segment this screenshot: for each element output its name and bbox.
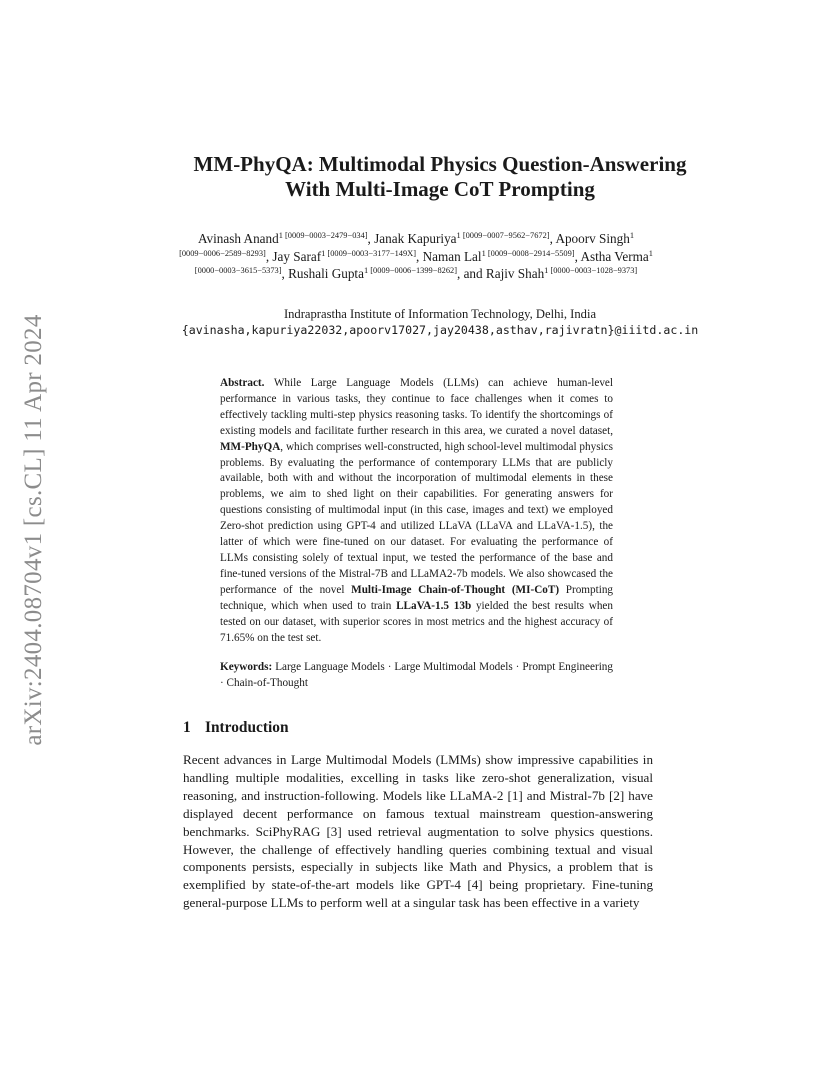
author-orcid: 1 [0009−0008−2914−5509] — [481, 248, 575, 258]
abstract-text: Prompting technique, which when used to train — [220, 583, 614, 612]
keywords-paragraph — [220, 660, 613, 692]
author-name: Astha Verma — [580, 248, 649, 264]
author-orcid: 1 [0000−0003−3615−5373] — [194, 248, 653, 275]
title-line-2: With Multi-Image CoT Prompting — [285, 177, 595, 201]
arxiv-sidebar-stamp — [22, 290, 46, 770]
author-orcid: 1 [0009−0006−1399−8262] — [363, 266, 457, 275]
abstract-block — [220, 376, 613, 692]
affiliation-block — [150, 306, 730, 338]
author-list: Avinash Anand$^{1 [0009-0003-2479-034]}$, Janak Kapuriya$^{1 [0009-0007-9562-7672]}$, Apoorv Singh$^{1 [0009-0006-2589-8293]}$, Jay Saraf$^{1 [0009-0003-3177-149X]}$, Naman Lal$^{1 [0009-0008-2914-5509]}$, Astha Verma$^{1 [0000-0003-3615-5373]}$, Rushali Gupta$^{1 [0009-0006-1399-8262]}$, and Rajiv Shah$^{1 [0000-0003-1028-9373]}$ — [179, 231, 653, 281]
keywords-text: Large Language Models · Large Multimodal Models · Prompt Engineering · Chain-of-Thought — [220, 661, 613, 690]
author-name: Naman Lal — [422, 248, 482, 264]
abstract-bold-term: Multi-Image Chain-of-Thought (MI-CoT) — [351, 583, 560, 596]
abstract-text: , which comprises well-constructed, high school-level multimodal physics problems. By evaluating the performance of contemporary LLMs that are publicly available, both with and without the incorporation of multimodal elements in these problems, we aim to shed light on their capabilities. For generating answers for questions consisting of multimodal input (in this case, images and text) we employed Zero-shot prediction using GPT-4 and utilized LLaVA (LLaVA and LLaVA-1.5), the latter of which were fine-tuned on our dataset. For evaluating the performance of LLMs consisting solely of textual input, we tested the performance of the base and fine-tuned versions of the Mistral-7B and LLaMA2-7b models. We also showcased the performance of the novel — [220, 440, 613, 596]
author-name: Apoorv Singh — [555, 231, 630, 246]
abstract-bold-term: LLaVA-1.5 13b — [396, 599, 472, 612]
arxiv-id-text: arXiv:2404.08704v1 [cs.CL] 11 Apr 2024 — [20, 314, 47, 746]
email-list: {avinasha,kapuriya22032,apoorv17027,jay20438,asthav,rajivratn}@iiitd.ac.in — [181, 323, 699, 337]
title-line-1: MM-PhyQA: Multimodal Physics Question-Answering — [193, 152, 687, 176]
abstract-label: Abstract. — [220, 377, 265, 389]
institute-name: Indraprastha Institute of Information Technology, Delhi, India — [283, 307, 597, 321]
author-name: Rushali Gupta — [288, 266, 364, 281]
section-number: 1 — [183, 719, 191, 736]
author-orcid: 1 [0009−0007−9562−7672] — [456, 231, 550, 240]
author-name: Rajiv Shah — [485, 266, 545, 281]
keywords-label: Keywords: — [220, 661, 273, 674]
abstract-bold-term: MM-PhyQA — [220, 440, 281, 453]
author-name: Janak Kapuriya — [374, 231, 457, 246]
section-title: Introduction — [205, 719, 289, 736]
author-name: Jay Saraf — [272, 248, 322, 264]
author-name: Avinash Anand — [198, 231, 279, 246]
author-orcid: 1 [0000−0003−1028−9373] — [544, 266, 638, 275]
author-orcid: 1 [0009−0003−3177−149X] — [321, 248, 417, 258]
author-orcid: 1 [0009−0006−2589−8293] — [179, 231, 634, 258]
abstract-text: yielded the best results when tested on our dataset, with superior scores in most metrics and the highest accuracy of 71.65% on the test set. — [220, 599, 613, 644]
author-orcid: 1 [0009−0003−2479−034] — [278, 231, 368, 240]
abstract-paragraph — [220, 376, 613, 646]
section-heading — [183, 719, 289, 737]
paper-title — [150, 152, 730, 202]
introduction-body — [183, 751, 653, 912]
abstract-text: While Large Language Models (LLMs) can achieve human-level performance in various tasks, they continue to face challenges when it comes to effectively tackling multi-step physics reasoning tasks. To identify the shortcomings of existing models and facilitate further research in this area, we curated a novel dataset, — [220, 377, 613, 437]
intro-paragraph: Recent advances in Large Multimodal Models (LMMs) show impressive capabilities in handling multiple modalities, excelling in tasks like zero-shot generalization, visual reasoning, and instruction-following. Models like LLaMA-2 [1] and Mistral-7b [2] have displayed decent performance on famous textual mainstream question-answering benchmarks. SciPhyRAG [3] used retrieval augmentation to solve physics questions. However, the challenge of effectively handling queries combining textual and visual components persists, especially in subjects like Math and Physics, a problem that is exemplified by state-of-the-art models like GPT-4 [4] being proprietary. Fine-tuning general-purpose LLMs to perform well at a singular task has been effective in a variety — [183, 752, 653, 911]
